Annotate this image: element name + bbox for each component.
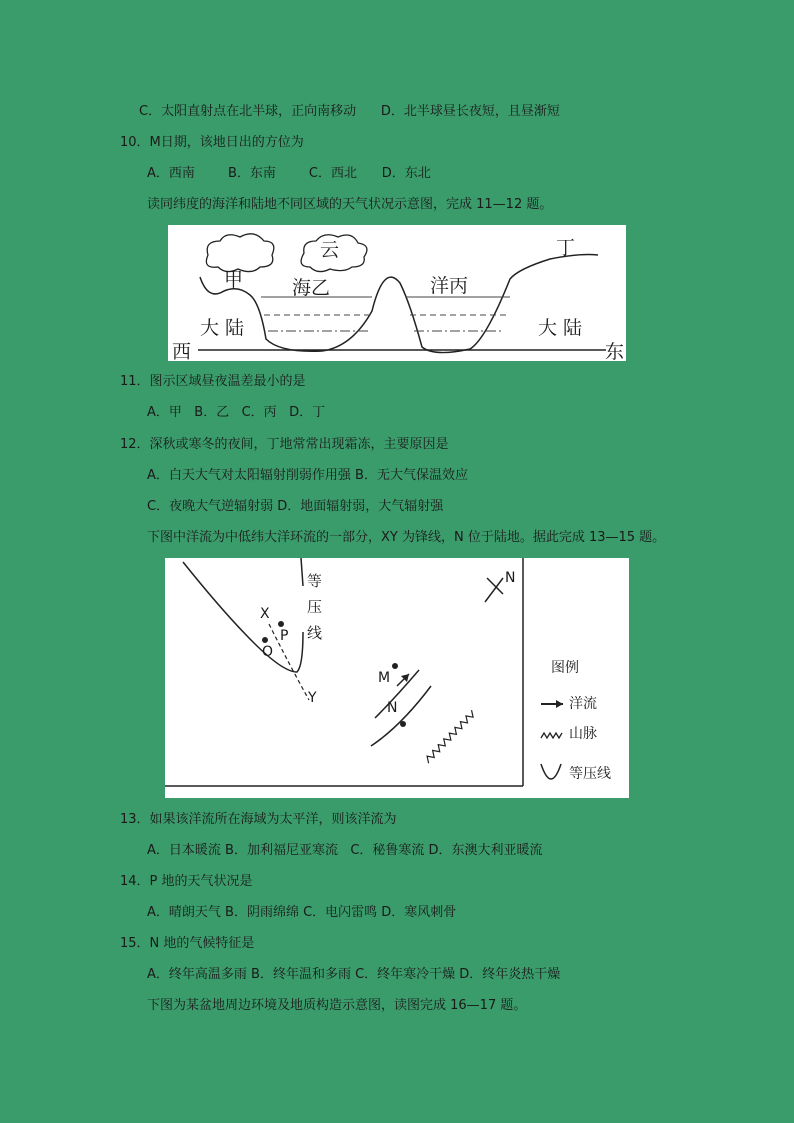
cloud-left-icon [206,234,273,272]
intro-13-15: 下图中洋流为中低纬大洋环流的一部分，XY 为锋线，N 位于陆地。据此完成 13—15 题。 [147,530,666,545]
options-12-cd: C．夜晚大气逆辐射弱 D．地面辐射弱，大气辐射强 [147,499,444,514]
legend-isobar-icon [541,764,561,779]
figure-weather-ocean-land [168,225,626,361]
options-14: A．晴朗天气 B．阴雨绵绵 C．电闪雷鸣 D．寒风刺骨 [147,905,457,920]
question-12: 12．深秋或寒冬的夜间，丁地常常出现霜冻，主要原因是 [120,437,449,452]
question-14: 14．P 地的天气状况是 [120,874,253,889]
legend-mountain-icon [541,733,562,738]
figure-ocean-current-front [165,558,629,798]
options-10: A．西南 B．东南 C．西北 D．东北 [147,166,431,181]
cloud-label: 云 [320,239,340,261]
legend-current-label: 洋流 [569,696,597,712]
options-11: A．甲 B．乙 C．丙 D．丁 [147,405,326,420]
options-13: A．日本暖流 B．加利福尼亚寒流 C．秘鲁寒流 D．东澳大利亚暖流 [147,843,543,858]
legend-mountain-label: 山脉 [569,726,597,742]
label-yang-bing: 洋丙 [430,275,469,297]
point-p [278,621,284,627]
isobar-label: 等 压 线 [307,572,323,642]
point-o [262,637,268,643]
label-n: N [387,700,398,716]
label-y: Y [308,690,317,706]
figure-2-drawing [165,558,629,798]
question-13: 13．如果该洋流所在海域为太平洋，则该洋流为 [120,812,397,827]
label-mainland-right: 大 陆 [538,317,583,339]
label-west: 西 [172,341,192,363]
question-10: 10．M日期，该地日出的方位为 [120,135,304,150]
label-east: 东 [605,341,625,363]
legend-title: 图例 [551,660,579,676]
label-mainland-left: 大 陆 [200,317,245,339]
label-jia: 甲 [224,269,244,291]
question-15: 15．N 地的气候特征是 [120,936,255,951]
mountain-range-icon [424,710,476,763]
question-11: 11．图示区域昼夜温差最小的是 [120,374,306,389]
label-o: O [262,644,274,660]
north-label: N [505,570,516,586]
options-12-ab: A．白天大气对太阳辐射削弱作用强 B．无大气保温效应 [147,468,468,483]
point-m [392,663,398,669]
legend-isobar-label: 等压线 [569,766,611,782]
label-x: X [260,606,270,622]
label-m: M [378,670,391,686]
label-hai-yi: 海乙 [292,277,331,299]
intro-16-17: 下图为某盆地周边环境及地质构造示意图，读图完成 16—17 题。 [147,998,527,1013]
options-15: A．终年高温多雨 B．终年温和多雨 C．终年寒冷干燥 D．终年炎热干燥 [147,967,561,982]
intro-11-12: 读同纬度的海洋和陆地不同区域的天气状况示意图，完成 11—12 题。 [147,197,553,212]
label-ding: 丁 [556,237,576,259]
label-p: P [280,628,289,644]
option-line-9cd: C．太阳直射点在北半球，正向南移动 D．北半球昼长夜短，且昼渐短 [139,104,560,119]
